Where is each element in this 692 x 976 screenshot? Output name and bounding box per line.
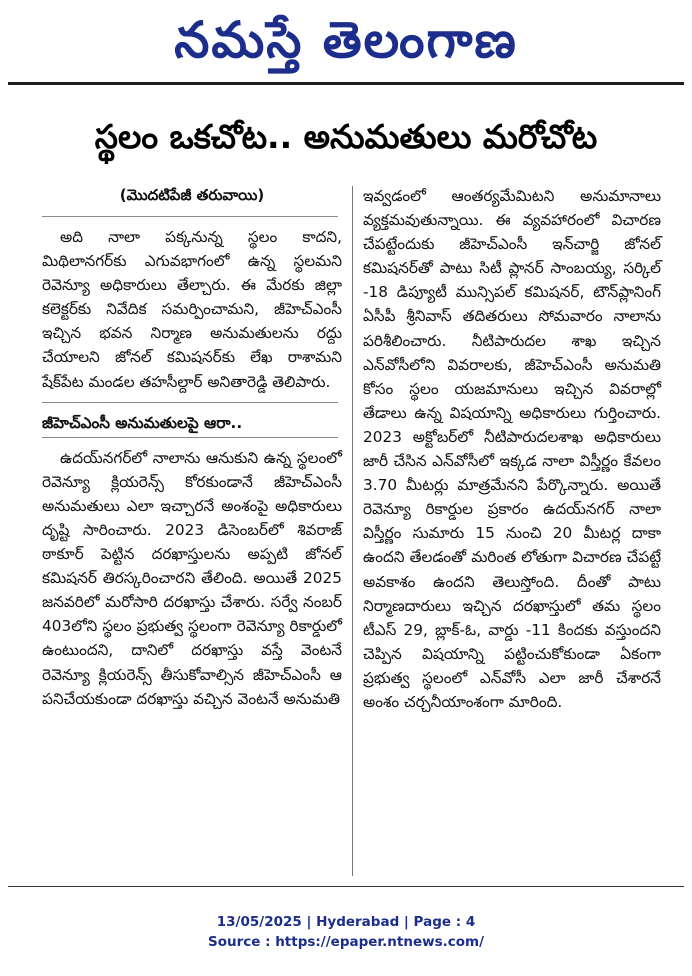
subhead-divider-top — [42, 402, 338, 403]
article-column-left — [42, 184, 342, 711]
publication-info: 13/05/2025 | Hyderabad | Page : 4 — [216, 914, 476, 930]
continued-divider — [42, 216, 338, 217]
column-divider — [352, 186, 353, 876]
article-paragraph-2: ఉదయ్‌నగర్‌లో నాలాను ఆనుకుని ఉన్న స్థలంలో రెవెన్యూ క్లియరెన్స్ కోరకుండానే జీహెచ్‌ఎంసీ అనుమతులు ఎలా ఇచ్చారనే అంశంపై అధికారులు దృష్టి సారించారు. 2023 డిసెంబర్‌లో శివరాజ్ ఠాకూర్ పెట్టిన దరఖాస్తులను అప్పటి జోనల్ కమిషనర్ తిరస్కరించారని తేలింది. అయితే 2025 జనవరిలో మరోసారి దరఖాస్తు చేశారు. సర్వే నంబర్ 403లోని స్థలం ప్రభుత్వ స్థలంగా రెవెన్యూ రికార్డులో ఉంటుందని, దానిలో దరఖాస్తు వస్తే వెంటనే రెవెన్యూ క్లియరెన్స్ తీసుకోవాల్సిన జీహెచ్‌ఎంసీ ఆ పనిచేయకుండా దరఖాస్తు వచ్చిన వెంటనే అనుమతి — [42, 448, 342, 708]
source-link[interactable]: Source : https://epaper.ntnews.com/ — [207, 934, 485, 950]
article-column-right — [363, 184, 661, 714]
newspaper-masthead: నమస్తే తెలంగాణ — [174, 11, 518, 69]
article-paragraph-3: ఇవ్వడంలో ఆంతర్యమేమిటని అనుమానాలు వ్యక్తమవుతున్నాయి. ఈ వ్యవహారంలో విచారణ చేపట్టేందుకు జీహెచ్‌ఎంసీ ఇన్‌చార్జి జోనల్ కమిషనర్‌తో పాటు సిటీ ప్లానర్ సాంబయ్య, సర్కిల్ -18 డిప్యూటీ మున్సిపల్ కమిషనర్, టౌన్‌ప్లానింగ్ ఏసీపీ శ్రీనివాస్ తదితరులు సోమవారం నాలాను పరిశీలించారు. నీటిపారుదల శాఖ ఇచ్చిన ఎన్‌వోసీలోని వివరాలకు, జీహెచ్‌ఎంసీ అనుమతి కోసం స్థలం యజమానులు ఇచ్చిన వివరాల్లో తేడాలు ఉన్న విషయాన్ని అధికారులు గుర్తించారు. 2023 అక్టోబర్‌లో నీటిపారుదలశాఖ అధికారులు జారీ చేసిన ఎన్‌వోసీలో ఇక్కడ నాలా విస్తీర్ణం కేవలం 3.70 మీటర్లు మాత్రమేనని పేర్కొన్నారు. అయితే రెవెన్యూ రికార్డుల ప్రకారం ఉదయ్‌నగర్ నాలా విస్తీర్ణం సుమారు 15 నుంచి 20 మీటర్ల దాకా ఉందని తేలడంతో మరింత లోతుగా విచారణ చేపట్టే అవకాశం ఉందని తెలుస్తోంది. దీంతో పాటు నిర్మాణదారులు ఇచ్చిన దరఖాస్తులో తమ స్థలం టీఎస్ 29, బ్లాక్-ఓ, వార్డు -11 కిందకు వస్తుందని చెప్పిన విషయాన్ని పట్టించుకోకుండా ఏకంగా ప్రభుత్వ స్థలంలో ఎన్‌వోసీ ఎలా జారీ చేశారనే అంశం చర్చనీయాంశంగా మారింది. — [363, 187, 661, 711]
article-headline: స్థలం ఒకచోట.. అనుమతులు మరోచోట — [94, 117, 598, 156]
subhead-divider-bottom — [42, 437, 338, 438]
article-paragraph-1: అది నాలా పక్కనున్న స్థలం కాదని, మిథిలానగర్‌కు ఎగువభాగంలో ఉన్న స్థలమని రెవెన్యూ అధికారులు తేల్చారు. ఈ మేరకు జిల్లా కలెక్టర్‌కు నివేదిక సమర్పించామని, జీహెచ్‌ఎంసీ ఇచ్చిన భవన నిర్మాణ అనుమతులను రద్దు చేయాలని జోనల్ కమిషనర్‌కు లేఖ రాశామని షేక్‌పేట మండల తహసీల్దార్ అనితారెడ్డి తెలిపారు. — [42, 228, 342, 391]
continued-from-front-page: (మొదటిపేజీ తరువాయి) — [119, 186, 265, 204]
article-bottom-rule — [8, 886, 684, 887]
masthead-divider — [8, 82, 684, 85]
article-subheading: జీహెచ్ఎంసీ అనుమతులపై ఆరా.. — [42, 413, 243, 432]
